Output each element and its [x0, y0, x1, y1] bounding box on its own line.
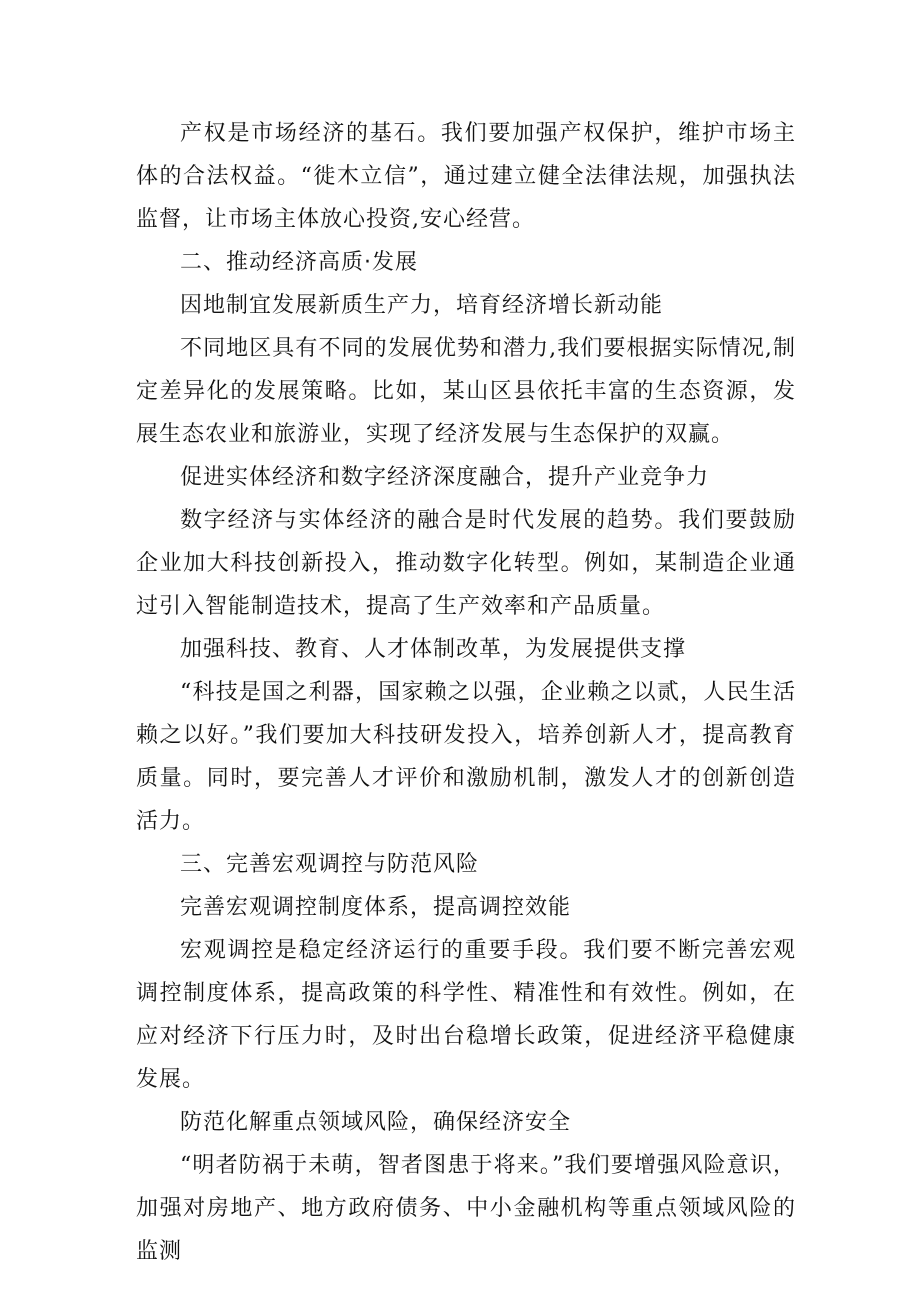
section-heading-2: 二、推动经济高质·发展 — [180, 250, 418, 275]
paragraph-digital-transformation: 数字经济与实体经济的融合是时代发展的趋势。我们要鼓励企业加大科技创新投入，推动数字化转型。例如，某制造企业通过引入智能制造技术，提高了生产效率和产品质量。 — [136, 508, 796, 619]
subheading-digital-economy: 促进实体经济和数字经济深度融合，提升产业竞争力 — [180, 465, 710, 490]
paragraph-property-rights: 产权是市场经济的基石。我们要加强产权保护，维护市场主体的合法权益。“徙木立信”，通过建立健全法律法规，加强执法监督，让市场主体放心投资,安心经营。 — [136, 121, 796, 232]
document-body — [136, 112, 796, 1273]
paragraph-risk-monitoring: “明者防祸于未萌，智者图患于将来。”我们要增强风险意识，加强对房地产、地方政府债务、中小金融机构等重点领域风险的监测 — [136, 1153, 796, 1264]
section-heading-3: 三、完善宏观调控与防范风险 — [180, 852, 480, 877]
paragraph-macro-control: 宏观调控是稳定经济运行的重要手段。我们要不断完善宏观调控制度体系，提高政策的科学性、精准性和有效性。例如，在应对经济下行压力时，及时出台稳增长政策，促进经济平稳健康发展。 — [136, 938, 796, 1092]
paragraph-regional-strategy: 不同地区具有不同的发展优势和潜力,我们要根据实际情况,制定差异化的发展策略。比如，某山区县依托丰富的生态资源，发展生态农业和旅游业，实现了经济发展与生态保护的双赢。 — [136, 336, 796, 447]
paragraph-science-education: “科技是国之利器，国家赖之以强，企业赖之以贰，人民生活赖之以好。”我们要加大科技研发投入，培养创新人才，提高教育质量。同时，要完善人才评价和激励机制，激发人才的创新创造活力。 — [136, 680, 796, 834]
subheading-macro-control: 完善宏观调控制度体系，提高调控效能 — [180, 895, 572, 920]
subheading-new-productivity: 因地制宜发展新质生产力，培育经济增长新动能 — [180, 293, 664, 318]
subheading-talent-reform: 加强科技、教育、人才体制改革，为发展提供支撑 — [180, 637, 687, 662]
subheading-risk-prevention: 防范化解重点领域风险，确保经济安全 — [180, 1110, 572, 1135]
